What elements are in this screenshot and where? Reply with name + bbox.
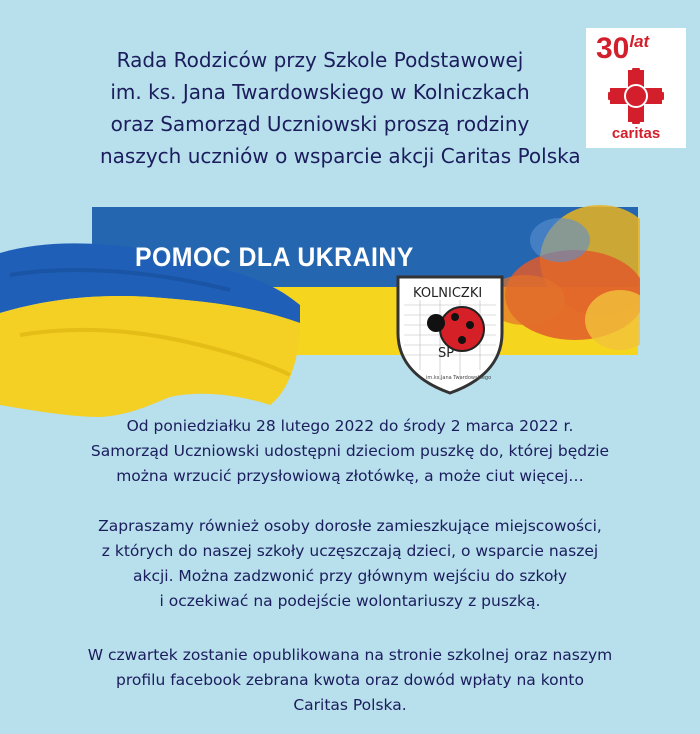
ukraine-banner [0,205,640,420]
svg-text:im.ks.Jana Twardowskiego: im.ks.Jana Twardowskiego [426,375,492,381]
anniversary-badge [596,32,649,66]
caritas-wordmark: caritas [611,125,661,142]
header-line: im. ks. Jana Twardowskiego w Kolniczkach [110,80,530,104]
paragraph-line: Od poniedziałku 28 lutego 2022 do środy 2 marca 2022 r. [126,417,574,435]
paragraph-line: Caritas Polska. [293,696,407,714]
header-line: naszych uczniów o wsparcie akcji Caritas Polska [100,144,581,168]
paragraph-line: akcji. Można zadzwonić przy głównym wejściu do szkoły [132,567,568,585]
anniversary-number: 30 [596,32,630,65]
svg-text:SP: SP [438,346,455,361]
paragraph-line: można wrzucić przysłowiową złotówkę, a może ciut więcej… [116,467,584,485]
header-text [60,44,580,172]
caritas-logo [586,28,686,148]
paragraph-dates [40,414,660,489]
caritas-cross-icon [608,68,664,124]
paragraph-line: profilu facebook zebrana kwota oraz dowód wpłaty na konto [116,671,584,689]
paragraph-line: i oczekiwać na podejście wolontariuszy z puszką. [159,592,541,610]
paragraph-invitation [40,514,660,614]
paragraph-line: z których do naszej szkoły uczęszczają dzieci, o wsparcie naszej [101,542,599,560]
anniversary-word: lat [629,32,650,51]
header-line: oraz Samorząd Uczniowski proszą rodziny [110,112,530,136]
paragraph-publication [40,643,660,718]
paragraph-line: Samorząd Uczniowski udostępni dzieciom puszkę do, której będzie [90,442,610,460]
header-line: Rada Rodziców przy Szkole Podstawowej [116,48,524,72]
paragraph-line: W czwartek zostanie opublikowana na stronie szkolnej oraz naszym [87,646,613,664]
crest-label: KOLNICZKI [413,286,483,301]
paragraph-line: Zapraszamy również osoby dorosłe zamieszkujące miejscowości, [98,517,602,535]
banner-title: POMOC DLA UKRAINY [135,242,414,272]
